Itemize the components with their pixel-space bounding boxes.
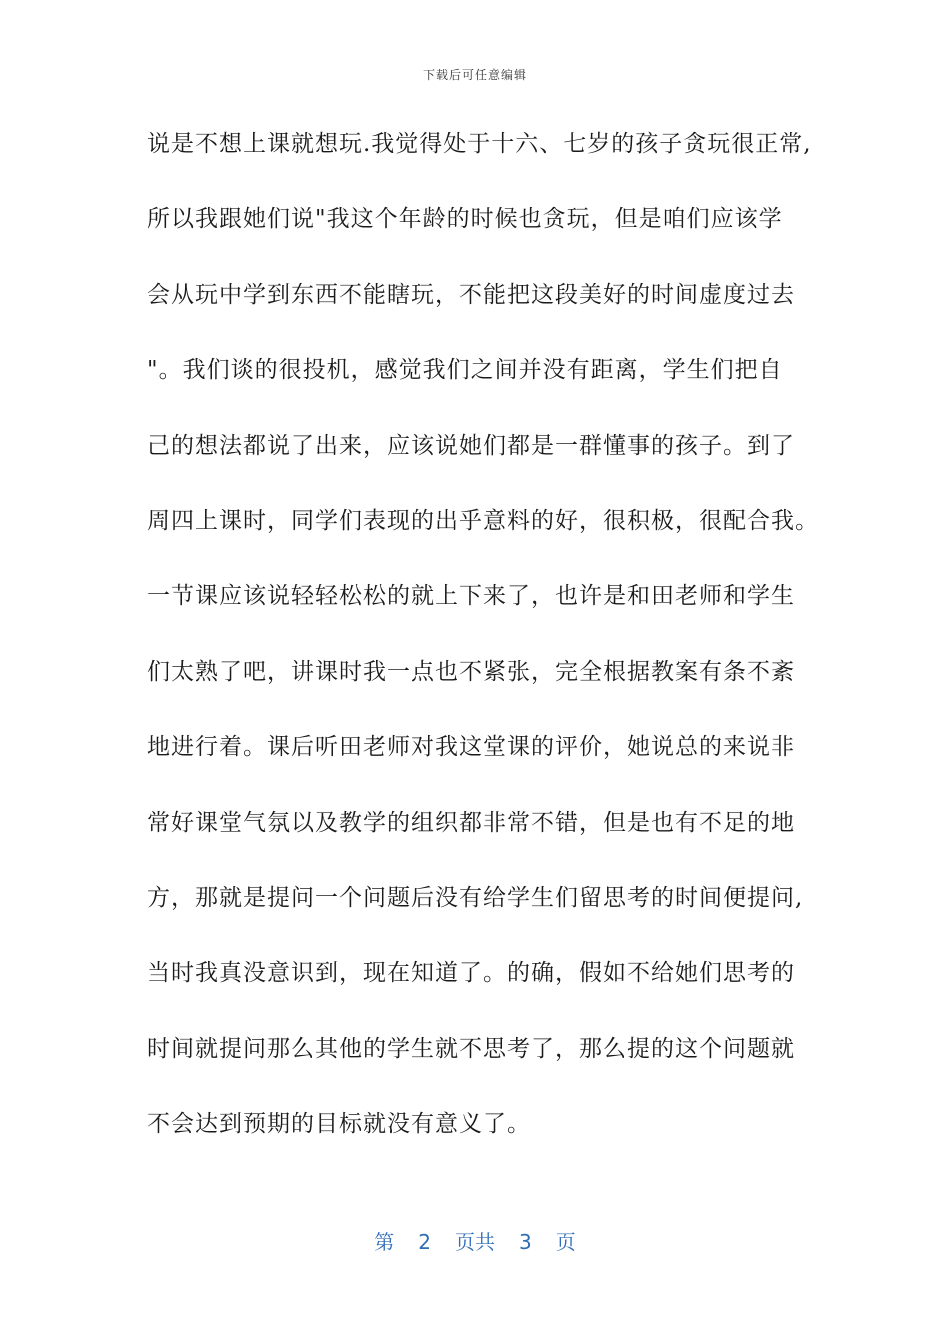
footer-middle: 页共 (455, 1230, 495, 1254)
body-line: 周四上课时，同学们表现的出乎意料的好，很积极，很配合我。 (147, 507, 819, 534)
document-body (147, 124, 819, 1179)
body-line: 地进行着。课后听田老师对我这堂课的评价，她说总的来说非 (147, 734, 795, 761)
body-line: 当时我真没意识到，现在知道了。的确，假如不给她们思考的 (147, 960, 795, 987)
footer-suffix: 页 (555, 1230, 576, 1254)
body-line: 说是不想上课就想玩.我觉得处于十六、七岁的孩子贪玩很正常, (147, 131, 812, 157)
body-line: 不会达到预期的目标就没有意义了。 (147, 1111, 531, 1138)
total-pages-number: 3 (519, 1230, 532, 1254)
page-footer (0, 1226, 950, 1255)
current-page-number: 2 (418, 1230, 431, 1254)
body-line: 常好课堂气氛以及教学的组织都非常不错，但是也有不足的地 (147, 809, 795, 836)
body-line: "。我们谈的很投机，感觉我们之间并没有距离，学生们把自 (147, 357, 783, 384)
body-line: 时间就提问那么其他的学生就不思考了，那么提的这个问题就 (147, 1035, 795, 1062)
body-line: 所以我跟她们说"我这个年龄的时候也贪玩，但是咱们应该学 (147, 206, 783, 233)
body-line: 们太熟了吧，讲课时我一点也不紧张，完全根据教案有条不紊 (147, 658, 795, 685)
footer-prefix: 第 (374, 1230, 395, 1254)
body-line: 会从玩中学到东西不能瞎玩，不能把这段美好的时间虚度过去 (147, 281, 795, 308)
page-header: 下载后可任意编辑 (422, 68, 527, 82)
body-line: 己的想法都说了出来，应该说她们都是一群懂事的孩子。到了 (147, 432, 795, 459)
body-line: 方，那就是提问一个问题后没有给学生们留思考的时间便提问, (147, 884, 804, 911)
body-line: 一节课应该说轻轻松松的就上下来了，也许是和田老师和学生 (147, 583, 795, 610)
